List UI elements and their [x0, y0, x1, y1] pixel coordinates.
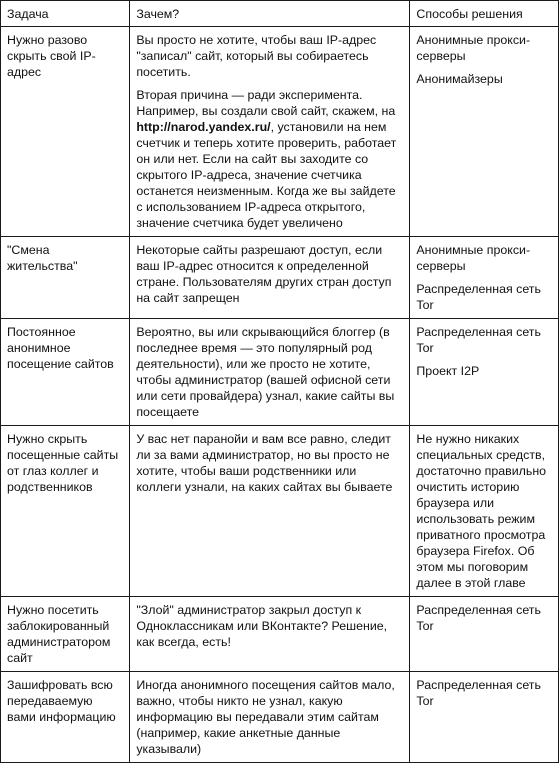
why-cell: У вас нет паранойи и вам все равно, следит ли за вами администратор, но вы просто не хотите, чтобы ваши родственники или коллеги узнали, на каких сайтах вы бываете [130, 426, 410, 597]
why-paragraph: Вторая причина — ради эксперимента. Например, вы создали свой сайт, скажем, на http://narod.yandex.ru/, установили на нем счетчик и теперь хотите проверить, работает он или нет. Если на сайт вы заходите со скрытого IP-адреса, значение счетчика останется неизменным. Когда же вы зайдете с использованием IP-адреса открытого, значение счетчика будет увеличено [136, 88, 397, 230]
way-item: Распределенная сеть Tor [416, 603, 541, 633]
ways-cell [410, 597, 559, 672]
why-cell [130, 27, 410, 237]
task-cell: Нужно посетить заблокированный администратором сайт [1, 597, 130, 672]
ways-cell [410, 426, 559, 597]
way-item: Анонимайзеры [416, 72, 503, 86]
why-cell: Иногда анонимного посещения сайтов мало, важно, чтобы никто не узнал, какую информацию вы передавали этим сайтам (например, какие анкетные данные указывали) [130, 672, 410, 763]
task-cell: Нужно скрыть посещенные сайты от глаз коллег и родственников [1, 426, 130, 597]
way-item: Распределенная сеть Tor [416, 325, 541, 355]
why-cell: Вероятно, вы или скрывающийся блоггер (в последнее время — это популярный род деятельности), или же просто не хотите, чтобы администратор (вашей офисной сети или сети провайдера) узнал, какие сайты вы посещаете [130, 319, 410, 426]
way-item: Распределенная сеть Tor [416, 282, 541, 312]
why-cell: "Злой" администратор закрыл доступ к Одноклассникам или ВКонтакте? Решение, как всегда, есть! [130, 597, 410, 672]
task-cell: "Смена жительства" [1, 237, 130, 319]
why-cell: Некоторые сайты разрешают доступ, если ваш IP-адрес относится к определенной стране. Пользователям других стран доступ на сайт запрещен [130, 237, 410, 319]
task-cell: Нужно разово скрыть свой IP-адрес [1, 27, 130, 237]
table-row [1, 237, 559, 319]
way-item: Анонимные прокси-серверы [416, 33, 531, 63]
header-task: Задача [1, 1, 130, 27]
way-item: Не нужно никаких специальных средств, достаточно правильно очистить историю браузера или использовать режим приватного просмотра браузера Firefox. Об этом мы поговорим далее в этой главе [416, 432, 547, 590]
table-row [1, 672, 559, 763]
way-item: Распределенная сеть Tor [416, 678, 541, 708]
header-ways: Способы решения [410, 1, 559, 27]
ways-cell [410, 319, 559, 426]
table-row [1, 597, 559, 672]
task-cell: Постоянное анонимное посещение сайтов [1, 319, 130, 426]
ways-cell [410, 672, 559, 763]
way-item: Анонимные прокси-серверы [416, 243, 531, 273]
why-paragraph: Вы просто не хотите, чтобы ваш IP-адрес "записал" сайт, который вы собираетесь посетить. [136, 33, 377, 79]
header-why: Зачем? [130, 1, 410, 27]
narod-url: http://narod.yandex.ru/ [136, 120, 271, 134]
table-row [1, 27, 559, 237]
table-row [1, 319, 559, 426]
ways-cell [410, 27, 559, 237]
header-row [1, 1, 559, 27]
ways-cell [410, 237, 559, 319]
table-row [1, 426, 559, 597]
task-cell: Зашифровать всю передаваемую вами информацию [1, 672, 130, 763]
way-item: Проект I2P [416, 364, 480, 378]
